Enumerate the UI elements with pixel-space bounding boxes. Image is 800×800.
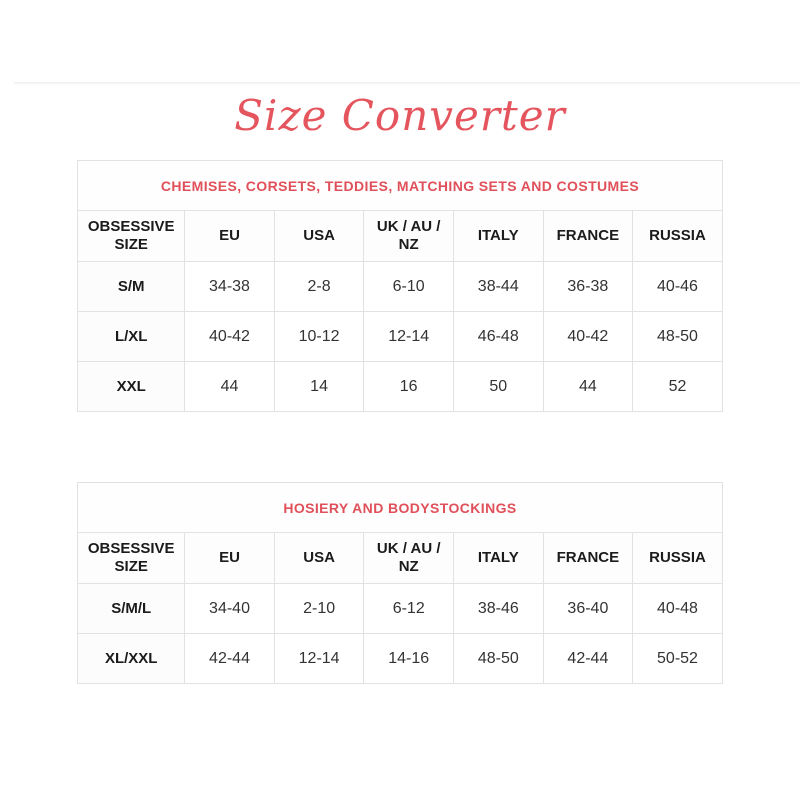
column-header-france: FRANCE bbox=[543, 211, 633, 262]
size-cell: 52 bbox=[633, 362, 723, 412]
size-table-chemises bbox=[77, 160, 723, 412]
table-caption: HOSIERY AND BODYSTOCKINGS bbox=[78, 483, 723, 533]
size-cell: 36-38 bbox=[543, 262, 633, 312]
size-cell: 14-16 bbox=[364, 634, 454, 684]
size-cell: 46-48 bbox=[453, 312, 543, 362]
column-header-france: FRANCE bbox=[543, 533, 633, 584]
column-header-row bbox=[78, 211, 723, 262]
table-caption-row bbox=[78, 161, 723, 211]
table-row bbox=[78, 362, 723, 412]
size-cell: 16 bbox=[364, 362, 454, 412]
column-header-russia: RUSSIA bbox=[633, 211, 723, 262]
column-header-eu: EU bbox=[185, 533, 275, 584]
size-label: L/XL bbox=[78, 312, 185, 362]
size-cell: 44 bbox=[543, 362, 633, 412]
column-header-row bbox=[78, 533, 723, 584]
column-header-italy: ITALY bbox=[453, 211, 543, 262]
size-cell: 48-50 bbox=[454, 634, 544, 684]
table-row bbox=[78, 262, 723, 312]
size-cell: 48-50 bbox=[633, 312, 723, 362]
column-header-italy: ITALY bbox=[454, 533, 544, 584]
column-header-russia: RUSSIA bbox=[633, 533, 723, 584]
size-cell: 40-46 bbox=[633, 262, 723, 312]
size-label: S/M bbox=[78, 262, 185, 312]
table-row bbox=[78, 634, 723, 684]
size-cell: 50-52 bbox=[633, 634, 723, 684]
size-label: XL/XXL bbox=[78, 634, 185, 684]
size-cell: 42-44 bbox=[185, 634, 275, 684]
size-cell: 50 bbox=[453, 362, 543, 412]
table-caption-row bbox=[78, 483, 723, 533]
size-cell: 38-46 bbox=[454, 584, 544, 634]
size-cell: 2-8 bbox=[274, 262, 364, 312]
size-cell: 12-14 bbox=[274, 634, 364, 684]
size-cell: 36-40 bbox=[543, 584, 633, 634]
size-cell: 38-44 bbox=[453, 262, 543, 312]
column-header-uk-au-nz: UK / AU / NZ bbox=[364, 211, 454, 262]
column-header-usa: USA bbox=[274, 533, 364, 584]
size-cell: 40-42 bbox=[543, 312, 633, 362]
size-cell: 2-10 bbox=[274, 584, 364, 634]
table-caption: CHEMISES, CORSETS, TEDDIES, MATCHING SETS AND COSTUMES bbox=[78, 161, 723, 211]
size-cell: 40-42 bbox=[185, 312, 275, 362]
size-cell: 10-12 bbox=[274, 312, 364, 362]
size-label: XXL bbox=[78, 362, 185, 412]
table-row bbox=[78, 312, 723, 362]
size-cell: 14 bbox=[274, 362, 364, 412]
column-header-uk-au-nz: UK / AU / NZ bbox=[364, 533, 454, 584]
column-header-obsessive-size: OBSESSIVE SIZE bbox=[78, 211, 185, 262]
size-cell: 40-48 bbox=[633, 584, 723, 634]
page-title: Size Converter bbox=[234, 91, 566, 140]
table-row bbox=[78, 584, 723, 634]
size-cell: 6-12 bbox=[364, 584, 454, 634]
size-cell: 6-10 bbox=[364, 262, 454, 312]
size-cell: 42-44 bbox=[543, 634, 633, 684]
column-header-obsessive-size: OBSESSIVE SIZE bbox=[78, 533, 185, 584]
size-cell: 44 bbox=[185, 362, 275, 412]
size-cell: 34-38 bbox=[185, 262, 275, 312]
size-table-hosiery bbox=[77, 482, 723, 684]
size-label: S/M/L bbox=[78, 584, 185, 634]
column-header-eu: EU bbox=[185, 211, 275, 262]
column-header-usa: USA bbox=[274, 211, 364, 262]
size-cell: 34-40 bbox=[185, 584, 275, 634]
size-cell: 12-14 bbox=[364, 312, 454, 362]
